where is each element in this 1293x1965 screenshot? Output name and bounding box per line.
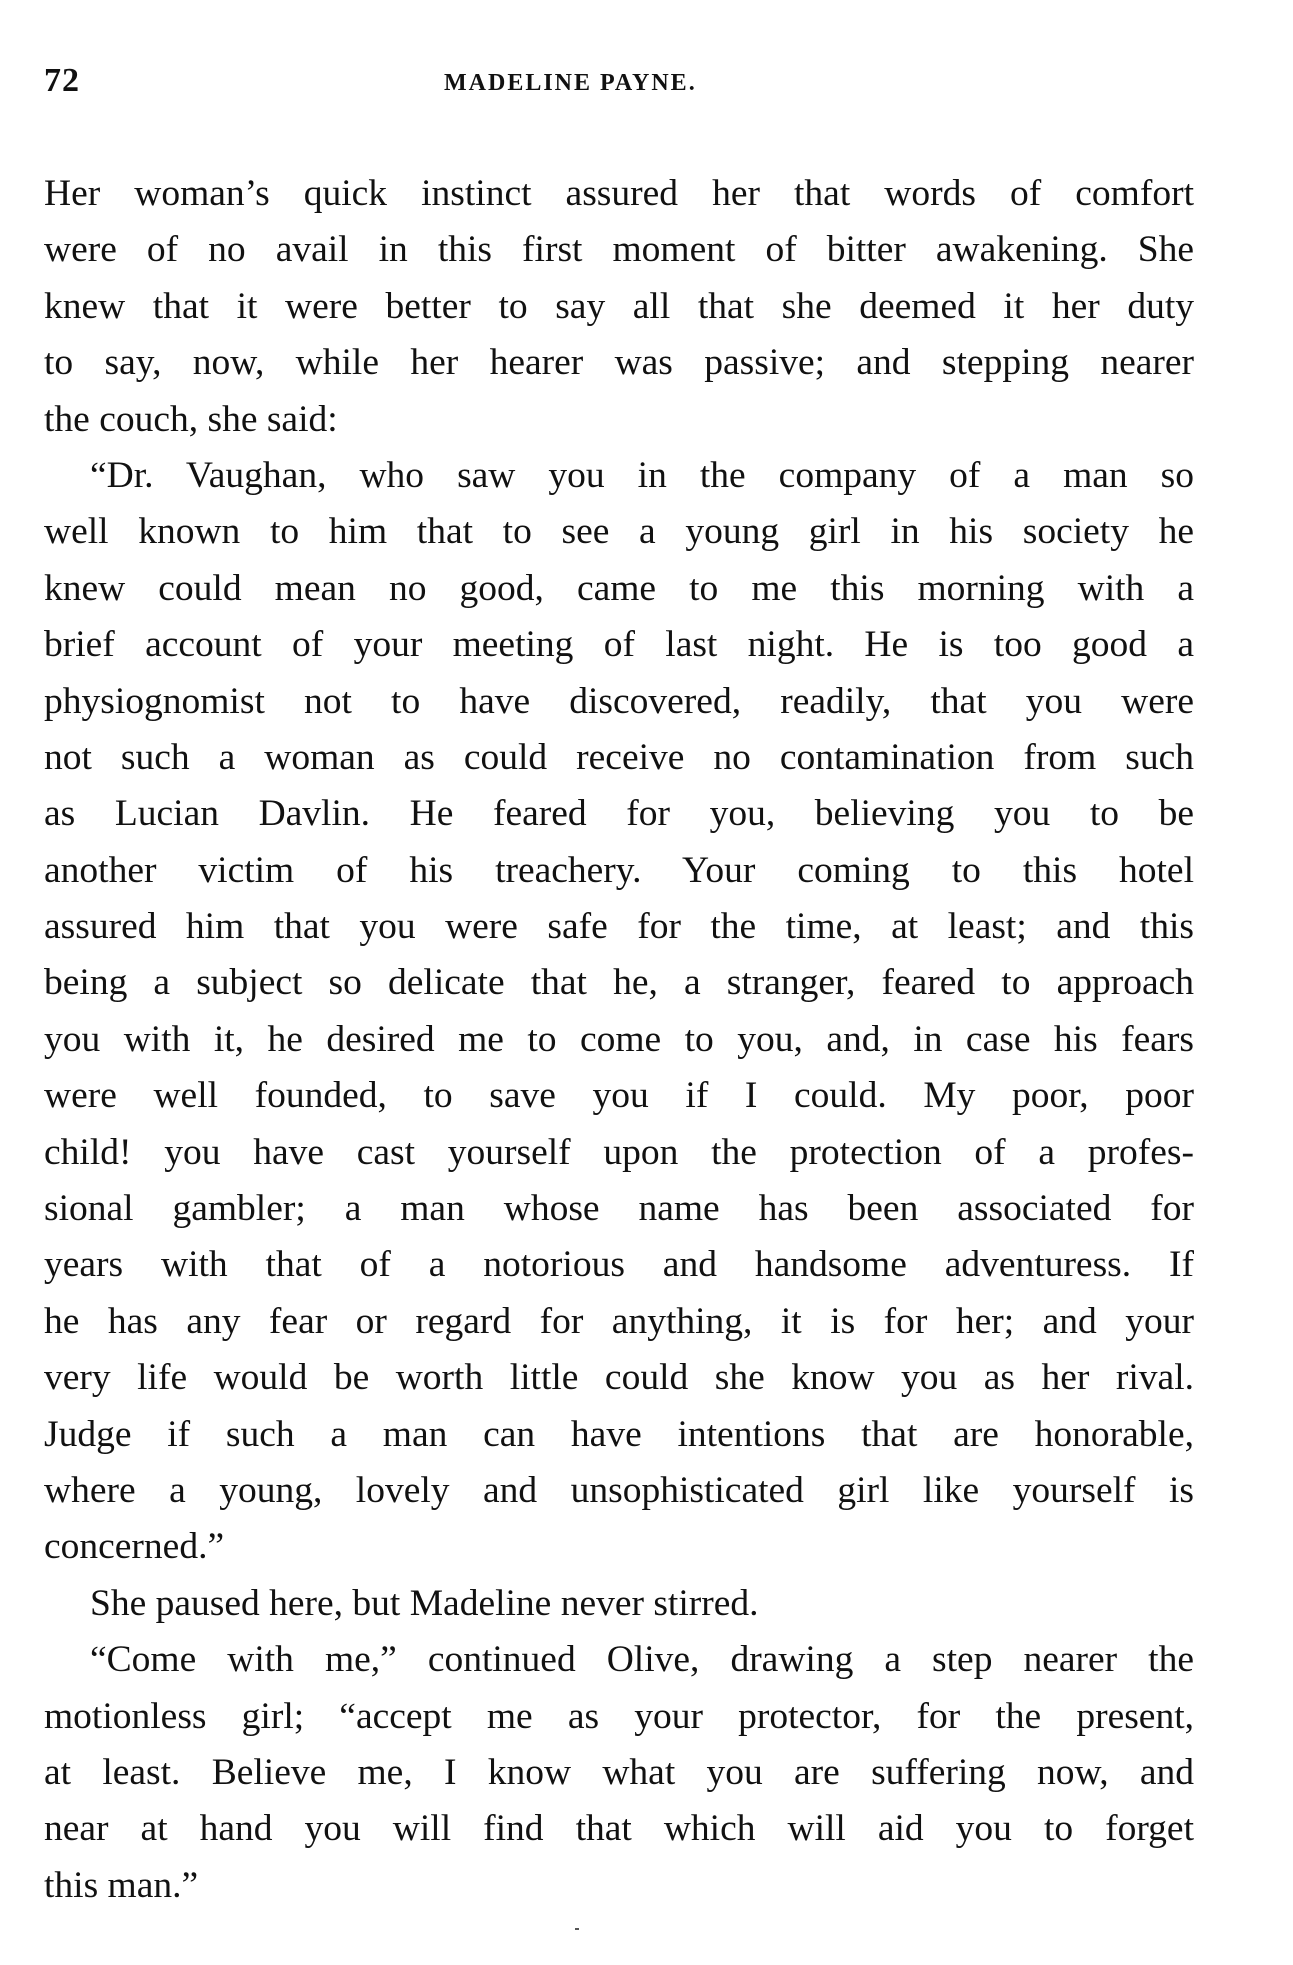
text-line: child! you have cast yourself upon the protection of a profes-: [44, 1131, 1194, 1173]
text-line: to say, now, while her hearer was passive; and stepping nearer: [44, 342, 1194, 384]
running-head: [44, 62, 1194, 112]
text-line: as Lucian Davlin. He feared for you, believing you to be: [44, 793, 1194, 835]
page-number: 72: [44, 62, 80, 99]
text-line: She paused here, but Madeline never stirred.: [90, 1582, 759, 1624]
text-line: “Dr. Vaughan, who saw you in the company of a man so: [90, 454, 1194, 496]
text-line: this man.”: [44, 1864, 199, 1906]
text-line: were well founded, to save you if I could. My poor, poor: [44, 1075, 1194, 1117]
text-line: you with it, he desired me to come to you, and, in case his fears: [44, 1018, 1194, 1060]
text-line: another victim of his treachery. Your coming to this hotel: [44, 849, 1194, 891]
paragraph-2: [44, 448, 1194, 1576]
text-line: at least. Believe me, I know what you are suffering now, and: [44, 1751, 1194, 1793]
text-line: assured him that you were safe for the time, at least; and this: [44, 906, 1194, 948]
paragraph-4: [44, 1632, 1194, 1914]
text-body: [44, 166, 1194, 1914]
text-line: years with that of a notorious and handsome adventuress. If: [44, 1244, 1194, 1286]
text-line: brief account of your meeting of last night. He is too good a: [44, 624, 1194, 666]
text-line: not such a woman as could receive no contamination from such: [44, 736, 1194, 778]
text-line: Her woman’s quick instinct assured her that words of comfort: [44, 173, 1194, 214]
running-title: MADELINE PAYNE.: [444, 70, 697, 96]
text-line: sional gambler; a man whose name has been associated for: [44, 1188, 1194, 1230]
text-line: being a subject so delicate that he, a stranger, feared to approach: [44, 962, 1194, 1004]
text-line: “Come with me,” continued Olive, drawing a step nearer the: [90, 1639, 1194, 1681]
text-line: concerned.”: [44, 1526, 225, 1568]
text-line: well known to him that to see a young girl in his society he: [44, 511, 1194, 553]
text-line: knew could mean no good, came to me this morning with a: [44, 567, 1194, 609]
text-line: where a young, lovely and unsophisticated girl like yourself is: [44, 1469, 1194, 1511]
text-line: motionless girl; “accept me as your protector, for the present,: [44, 1695, 1194, 1737]
text-line: he has any fear or regard for anything, it is for her; and your: [44, 1300, 1194, 1342]
printer-mark: [575, 1928, 579, 1930]
paragraph-3: [44, 1576, 1194, 1632]
text-line: knew that it were better to say all that she deemed it her duty: [44, 285, 1194, 327]
paragraph-1: [44, 166, 1194, 448]
text-line: were of no avail in this first moment of bitter awakening. She: [44, 229, 1194, 271]
text-line: very life would be worth little could she know you as her rival.: [44, 1357, 1194, 1399]
text-line: physiognomist not to have discovered, readily, that you were: [44, 680, 1194, 722]
text-line: near at hand you will find that which will aid you to forget: [44, 1808, 1194, 1850]
text-line: the couch, she said:: [44, 398, 338, 440]
text-line: Judge if such a man can have intentions that are honorable,: [44, 1413, 1194, 1455]
